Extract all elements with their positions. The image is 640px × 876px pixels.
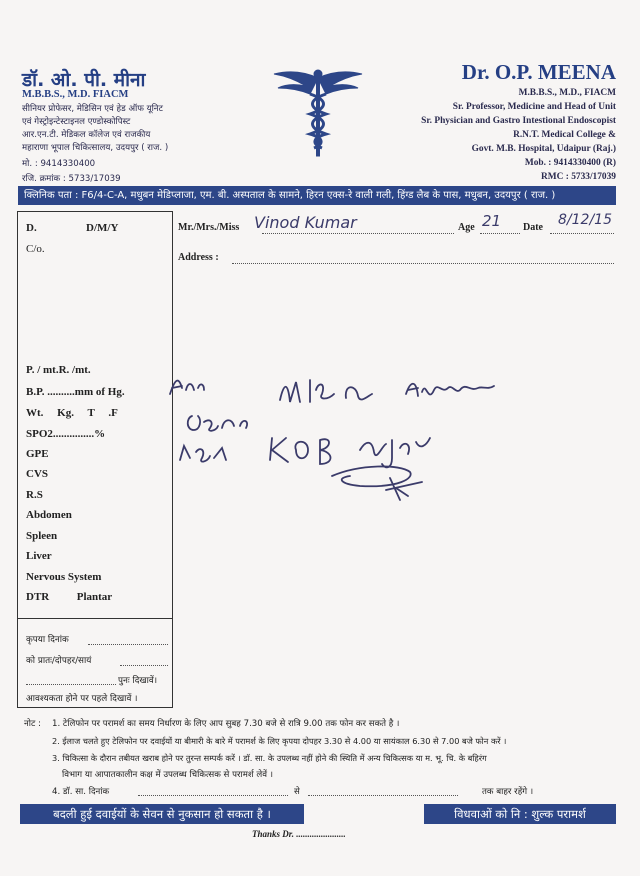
- designation-english-2: Sr. Physician and Gastro Intestional Endoscopist: [421, 116, 616, 126]
- exam-abdomen: Abdomen: [26, 509, 72, 521]
- notes-label: नोट :: [24, 719, 41, 729]
- mobile-hindi: मो. : 9414330400: [22, 159, 96, 169]
- degree-english: M.B.B.S., M.D., FIACM: [518, 88, 616, 98]
- exam-weight-temp: Wt. Kg. T .F: [26, 407, 118, 419]
- footer-widow-banner: विधवाओं को नि : शुल्क परामर्श: [424, 804, 616, 824]
- address-line[interactable]: [232, 263, 614, 264]
- note-1: 1. टेलिफोन पर परामर्श का समय निर्धारण के लिए आप सुबह 7.30 बजे से रात्रि 9.00 तक फोन कर सकते है ।: [52, 719, 400, 729]
- age-label: Age: [458, 222, 475, 233]
- college-english-1: R.N.T. Medical College &: [513, 130, 616, 140]
- note-3a: 3. चिकित्सा के दौरान तबीयत खराब होने पर तुरन्त सम्पर्क करें । डॉ. सा. के उपलब्ध नहीं होने की स्थिति में अन्य चिकित्सक या म. भू. चि. के बहिरंग: [52, 753, 487, 763]
- exam-rs: R.S: [26, 489, 43, 501]
- exam-cvs: CVS: [26, 468, 49, 480]
- college-english-2: Govt. M.B. Hospital, Udaipur (Raj.): [471, 144, 616, 154]
- rmc-english: RMC : 5733/17039: [541, 172, 616, 182]
- exam-nervous-system: Nervous System: [26, 571, 102, 583]
- handwritten-patient-name: [252, 208, 392, 236]
- doctor-name-english: Dr. O.P. MEENA: [461, 60, 616, 84]
- followup-time-dots: [120, 665, 168, 666]
- exam-gpe: GPE: [26, 448, 49, 460]
- footer-warning-banner: बदली हुई दवाईयों के सेवन से नुकसान हो सकता है ।: [20, 804, 304, 824]
- followup-date-line: कृपया दिनांक: [26, 635, 69, 645]
- exam-dtr-plantar: DTR Plantar: [26, 591, 113, 603]
- dmy-label: D/M/Y: [86, 222, 119, 234]
- followup-early-visit: आवश्यकता होने पर पहले दिखावें ।: [26, 694, 138, 704]
- note-4-dots-1: [138, 795, 288, 796]
- degree-hindi-side: M.B.B.S., M.D. FIACM: [22, 89, 129, 100]
- note-4b: से: [294, 787, 300, 797]
- registration-hindi: रजि. क्रमांक : 5733/17039: [22, 174, 121, 184]
- date-field-label: Date: [523, 222, 543, 233]
- note-4-dots-2: [308, 795, 458, 796]
- exam-liver: Liver: [26, 550, 52, 562]
- handwritten-date: [556, 204, 620, 234]
- mobile-english: Mob. : 9414330400 (R): [524, 158, 616, 168]
- date-value: 8/12/15: [558, 212, 612, 228]
- exam-pulse: P. / mt.R. /mt.: [26, 364, 91, 376]
- handwritten-age: [480, 206, 520, 234]
- followup-date-dots: [88, 644, 168, 645]
- designation-hindi-1: सीनियर प्रोफेसर, मेडिसिन एवं हेड ऑफ यूनिट: [22, 104, 163, 114]
- designation-english-1: Sr. Professor, Medicine and Head of Unit: [452, 102, 616, 112]
- followup-blank-dots: [26, 684, 116, 685]
- date-label: D.: [26, 222, 37, 234]
- college-hindi-2: महाराणा भूपाल चिकित्सालय, उदयपुर ( राज. ): [22, 143, 169, 153]
- clinic-address-bar: क्लिनिक पता : F6/4-C-A, मधुबन मेडिप्लाजा, एम. बी. अस्पताल के सामने, हिरन एक्स-रे वाली गली, हिंग्ड लैब के पास, मधुबन, उदयपुर ( राज. ): [18, 186, 616, 205]
- note-3b: विभाग या आपातकालीन कक्ष में उपलब्ध चिकित्सक से परामर्श लेवें ।: [62, 770, 274, 780]
- note-4c: तक बाहर रहेंगे ।: [482, 787, 534, 797]
- note-2: 2. ईलाज चलते हुए टेलिफोन पर दवाईयों या बीमारी के बारे में परामर्श के लिए कृपया दोपहर 3.30 से 4.00 या सायंकाल 6.30 से 7.00 बजे फोन करें ।: [52, 736, 507, 746]
- doctor-name-hindi: डॉ. ओ. पी. मीना: [22, 69, 146, 91]
- exam-spleen: Spleen: [26, 530, 58, 542]
- designation-hindi-2: एवं गेस्ट्रोइन्टेस्टाइनल एण्डोस्कोपिस्ट: [22, 117, 131, 127]
- followup-revisit: पुनः दिखावें।: [118, 676, 158, 686]
- exam-bp: B.P. ..........mm of Hg.: [26, 386, 125, 398]
- handwritten-clinical-notes: [160, 360, 520, 520]
- caduceus-icon: [270, 60, 366, 160]
- patient-name-value: Vinod Kumar: [254, 213, 357, 232]
- followup-time-line: को प्रातः/दोपहर/सायं: [26, 656, 92, 666]
- followup-divider: [17, 618, 173, 619]
- note-4a: 4. डॉ. सा. दिनांक: [52, 787, 110, 797]
- exam-spo2: SPO2...............%: [26, 428, 106, 440]
- care-of-label: C/o.: [26, 243, 45, 255]
- college-hindi-1: आर.एन.टी. मेडिकल कॉलेज एवं राजकीय: [22, 130, 151, 140]
- thanks-line: Thanks Dr. ......................: [252, 829, 346, 839]
- address-label: Address :: [178, 252, 219, 263]
- patient-name-label: Mr./Mrs./Miss: [178, 222, 240, 233]
- age-value: 21: [482, 212, 502, 230]
